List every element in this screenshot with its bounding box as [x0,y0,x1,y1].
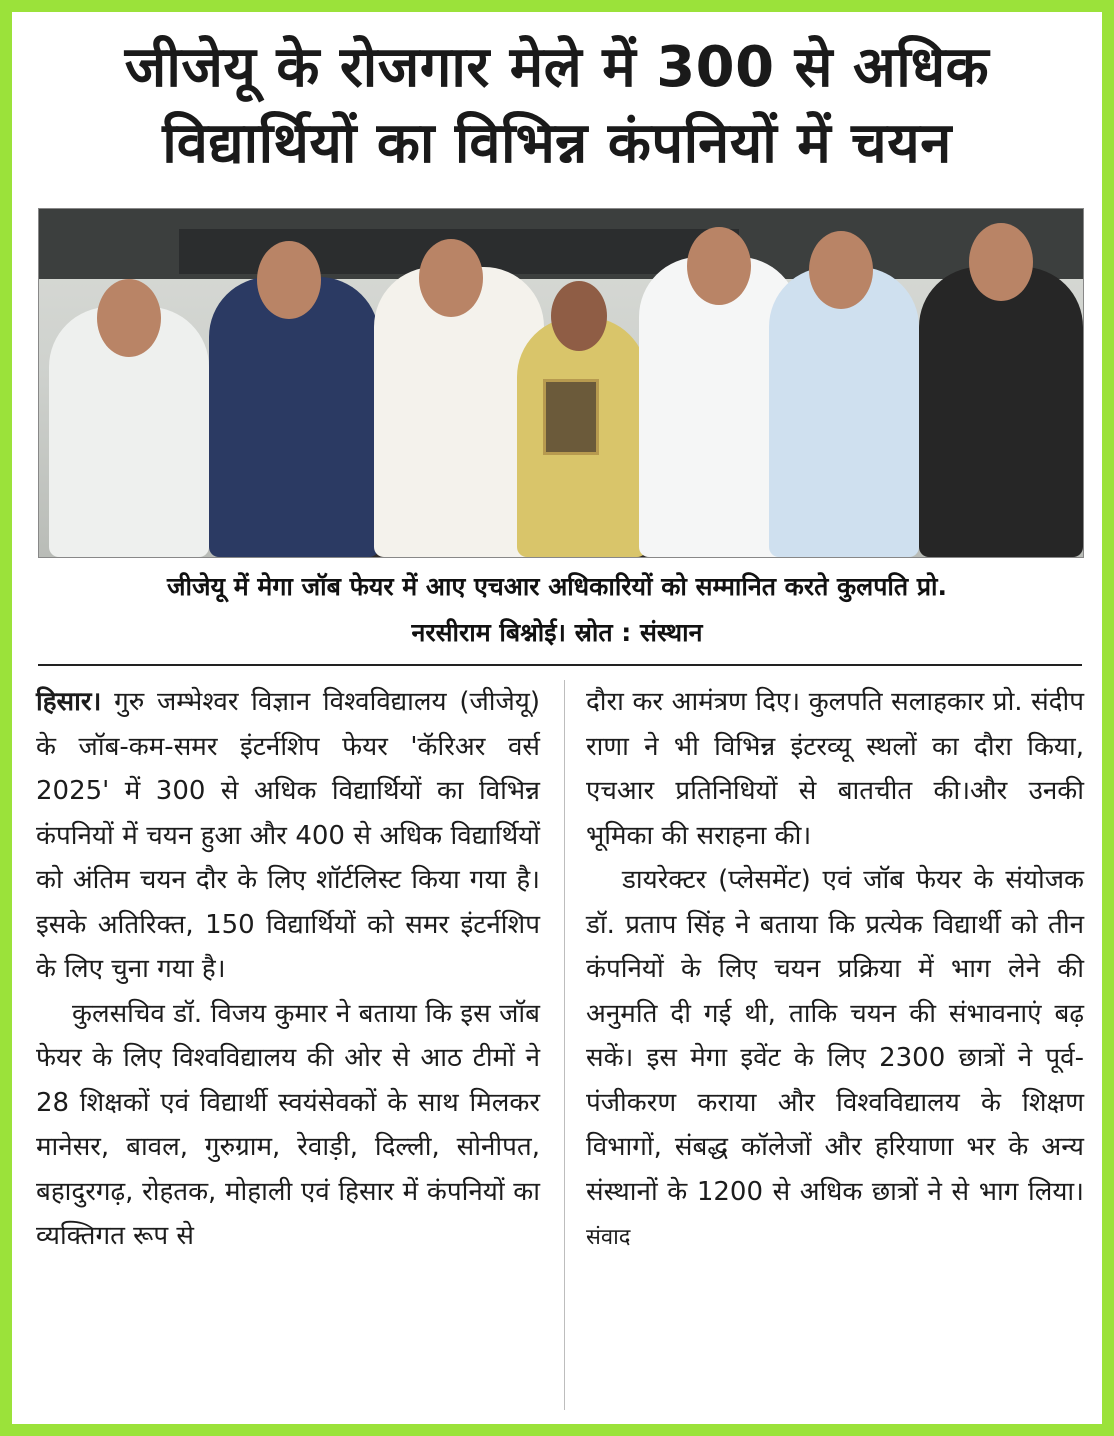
article-column-right [586,680,1084,1261]
person-silhouette [919,267,1083,557]
person-head [97,279,161,357]
headline-line-2: विद्यार्थियों का विभिन्न कंपनियों में चयन [162,111,952,176]
newspaper-clipping [12,12,1102,1424]
person-head [419,239,483,317]
person-silhouette [769,267,919,557]
person-head [551,281,607,351]
article-paragraph [36,680,540,992]
person-head [687,227,751,305]
caption-divider [38,664,1082,666]
photo-caption-line-1: जीजेयू में मेगा जॉब फेयर में आए एचआर अधिकारियों को सम्मानित करते कुलपति प्रो. [166,572,948,601]
dateline: हिसार। [36,687,102,717]
news-photo [38,208,1084,558]
photo-caption-line-2: नरसीराम बिश्नोई। स्रोत : संस्थान [411,618,703,647]
award-plaque [543,379,599,455]
byline-credit: संवाद [586,1225,631,1250]
person-head [969,223,1033,301]
photo-caption [12,564,1102,656]
article-column-left [36,680,540,1259]
headline-line-1: जीजेयू के रोजगार मेले में 300 से अधिक [124,35,990,100]
article-paragraph: दौरा कर आमंत्रण दिए। कुलपति सलाहकार प्रो. संदीप राणा ने भी विभिन्न इंटरव्यू स्थलों का दौरा किया, एचआर प्रतिनिधियों से बातचीत की।और उनकी भूमिका की सराहना की। [586,687,1084,851]
person-head [809,231,873,309]
headline [12,30,1102,182]
person-head [257,241,321,319]
article-paragraph: कुलसचिव डॉ. विजय कुमार ने बताया कि इस जॉब फेयर के लिए विश्वविद्यालय की ओर से आठ टीमों ने 28 शिक्षकों एवं विद्यार्थी स्वयंसेवकों के साथ मिलकर मानेसर, बावल, गुरुग्राम, रेवाड़ी, दिल्ली, सोनीपत, बहादुरगढ़, रोहतक, मोहाली एवं हिसार में कंपनियों का व्यक्तिगत रूप से [36,998,540,1251]
column-divider [564,680,565,1410]
article-text: डायरेक्टर (प्लेसमेंट) एवं जॉब फेयर के संयोजक डॉ. प्रताप सिंह ने बताया कि प्रत्येक विद्यार्थी को तीन कंपनियों के लिए चयन प्रक्रिया में भाग लेने की अनुमति दी गई थी, ताकि चयन की संभावनाएं बढ़ सकें। इस मेगा इवेंट के लिए 2300 छात्रों ने पूर्व-पंजीकरण कराया और विश्वविद्यालय के शिक्षण विभागों, संबद्ध कॉलेजों और हरियाणा भर के अन्य संस्थानों के 1200 से अधिक छात्रों ने से भाग लिया। [586,865,1084,1207]
article-paragraph [586,858,1084,1261]
article-text: गुरु जम्भेश्वर विज्ञान विश्वविद्यालय (जीजेयू) के जॉब-कम-समर इंटर्नशिप फेयर 'कॅरिअर वर्स 2025' में 300 से अधिक विद्यार्थियों का विभिन्न कंपनियों में चयन हुआ और 400 से अधिक विद्यार्थियों को अंतिम चयन दौर के लिए शॉर्टलिस्ट किया गया है। इसके अतिरिक्त, 150 विद्यार्थियों को समर इंटर्नशिप के लिए चुना गया है। [36,687,541,984]
person-silhouette [209,277,379,557]
